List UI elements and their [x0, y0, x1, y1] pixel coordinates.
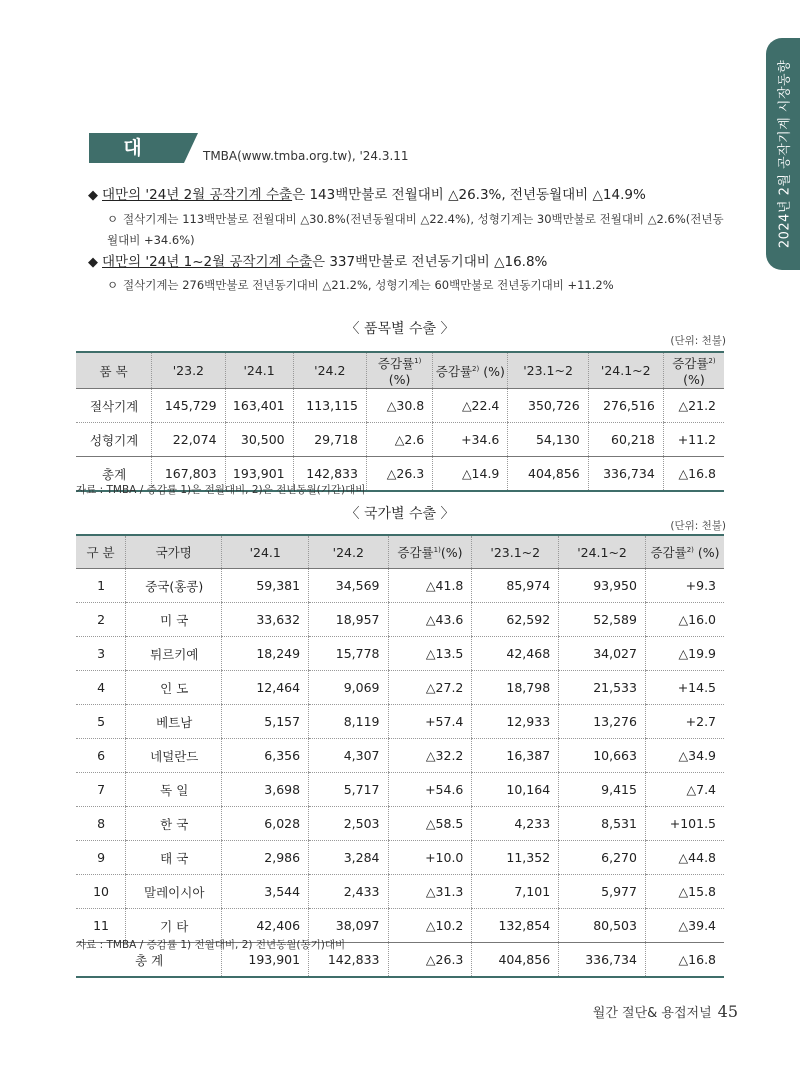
table-cell: +14.5 [645, 671, 724, 705]
table-cell: △2.6 [366, 423, 432, 457]
table-cell: △22.4 [433, 389, 508, 423]
table-cell: △39.4 [645, 909, 724, 943]
table-cell: △30.8 [366, 389, 432, 423]
table-cell: △16.8 [663, 457, 724, 492]
section-source: TMBA(www.tmba.org.tw), '24.3.11 [203, 149, 409, 163]
table-cell: 13,276 [559, 705, 646, 739]
table-cell: 총 계 [76, 943, 222, 978]
table-cell: 142,833 [293, 457, 366, 492]
column-header: 증감률$^{2)}$ (%) [645, 535, 724, 569]
table-cell: 중국(홍콩) [126, 569, 222, 603]
table-cell: +34.6 [433, 423, 508, 457]
country-export-table [76, 534, 724, 978]
column-header: 증감률$^{2)}$ (%) [663, 352, 724, 389]
table-cell: 베트남 [126, 705, 222, 739]
table-cell: 132,854 [472, 909, 559, 943]
table-cell: 4,307 [309, 739, 388, 773]
table-cell: +10.0 [388, 841, 472, 875]
table-cell: 4 [76, 671, 126, 705]
table1-unit: (단위: 천불) [670, 335, 726, 347]
table-cell: 142,833 [309, 943, 388, 978]
table-cell: 33,632 [222, 603, 309, 637]
table-cell: 163,401 [225, 389, 293, 423]
magazine-name: 월간 절단& 용접저널 [592, 1006, 712, 1021]
table-cell: 7 [76, 773, 126, 807]
table-cell: 21,533 [559, 671, 646, 705]
table-cell: △7.4 [645, 773, 724, 807]
table-row [76, 739, 724, 773]
circle-bullet-icon: ㅇ [107, 278, 119, 292]
table-cell: 8,119 [309, 705, 388, 739]
table-cell: 5 [76, 705, 126, 739]
table-cell: 5,717 [309, 773, 388, 807]
table-cell: 2,503 [309, 807, 388, 841]
table-cell: 3 [76, 637, 126, 671]
table-row [76, 807, 724, 841]
table-cell: 10,663 [559, 739, 646, 773]
table-cell: 350,726 [508, 389, 588, 423]
table-cell: 총계 [76, 457, 152, 492]
table-cell: 6,356 [222, 739, 309, 773]
table-cell: 6,028 [222, 807, 309, 841]
table-cell: 튀르키예 [126, 637, 222, 671]
table-cell: 8,531 [559, 807, 646, 841]
table-cell: 7,101 [472, 875, 559, 909]
table-cell: 2,986 [222, 841, 309, 875]
product-export-table [76, 351, 724, 492]
table-cell: 2 [76, 603, 126, 637]
table-cell: 2,433 [309, 875, 388, 909]
table-cell: 네덜란드 [126, 739, 222, 773]
table1-caption: 〈 품목별 수출 〉 [345, 321, 455, 337]
table-cell: 42,468 [472, 637, 559, 671]
table-cell: △44.8 [645, 841, 724, 875]
column-header: '24.2 [309, 535, 388, 569]
table-cell: 59,381 [222, 569, 309, 603]
table-cell: △13.5 [388, 637, 472, 671]
table2-caption: 〈 국가별 수출 〉 [345, 506, 455, 522]
table-cell: 9 [76, 841, 126, 875]
table-cell: 10,164 [472, 773, 559, 807]
table-cell: 34,027 [559, 637, 646, 671]
table-cell: 6 [76, 739, 126, 773]
circle-bullet-icon: ㅇ [107, 212, 119, 226]
table-cell: 성형기계 [76, 423, 152, 457]
table-row [76, 773, 724, 807]
table-cell: 한 국 [126, 807, 222, 841]
table-row [76, 671, 724, 705]
bullet-2-text: 은 337백만불로 전년동기대비 △16.8% [312, 254, 548, 270]
table-cell: △43.6 [388, 603, 472, 637]
table-row [76, 423, 724, 457]
table2-note: 자료 : TMBA / 증감률 1) 전월대비, 2) 전년동월(동기)대비 [76, 939, 346, 951]
title-decoration [184, 133, 198, 163]
table-cell: 18,249 [222, 637, 309, 671]
table-cell: 12,464 [222, 671, 309, 705]
table-cell: 336,734 [559, 943, 646, 978]
column-header: 증감률$^{1)}$(%) [388, 535, 472, 569]
table-cell: 5,157 [222, 705, 309, 739]
table-cell: +57.4 [388, 705, 472, 739]
page-footer [593, 1002, 738, 1021]
table2-unit: (단위: 천불) [670, 520, 726, 532]
diamond-bullet-icon: ◆ [88, 188, 98, 203]
table-cell: 1 [76, 569, 126, 603]
table-cell: △14.9 [433, 457, 508, 492]
column-header: 구 분 [76, 535, 126, 569]
table-cell: △26.3 [366, 457, 432, 492]
table-cell: +9.3 [645, 569, 724, 603]
page-number: 45 [717, 1002, 738, 1021]
table-cell: 3,698 [222, 773, 309, 807]
table-row [76, 637, 724, 671]
column-header: 증감률$^{2)}$ (%) [433, 352, 508, 389]
table-cell: 9,069 [309, 671, 388, 705]
column-header: 국가명 [126, 535, 222, 569]
table-cell: 193,901 [222, 943, 309, 978]
side-tab-label: 2024년 2월 공작기계 시장동향 [777, 59, 793, 249]
column-header: 증감률$^{1)}$ (%) [366, 352, 432, 389]
table-cell: 30,500 [225, 423, 293, 457]
table-cell: △10.2 [388, 909, 472, 943]
table-cell: 인 도 [126, 671, 222, 705]
bullet-2-sub [107, 275, 727, 296]
table-cell: 54,130 [508, 423, 588, 457]
column-header: '24.1~2 [588, 352, 663, 389]
column-header: 품 목 [76, 352, 152, 389]
table-cell: △31.3 [388, 875, 472, 909]
table-cell: △16.8 [645, 943, 724, 978]
table-cell: 태 국 [126, 841, 222, 875]
table-cell: 404,856 [472, 943, 559, 978]
column-header: '23.2 [152, 352, 225, 389]
table-cell: 52,589 [559, 603, 646, 637]
table-cell: 29,718 [293, 423, 366, 457]
table-cell: 9,415 [559, 773, 646, 807]
table-cell: 145,729 [152, 389, 225, 423]
table-cell: 62,592 [472, 603, 559, 637]
table-cell: 22,074 [152, 423, 225, 457]
table-cell: 5,977 [559, 875, 646, 909]
table-cell: △26.3 [388, 943, 472, 978]
table-cell: 60,218 [588, 423, 663, 457]
diamond-bullet-icon: ◆ [88, 255, 98, 270]
table-cell: △21.2 [663, 389, 724, 423]
table-cell: △16.0 [645, 603, 724, 637]
table-cell: 38,097 [309, 909, 388, 943]
table-row [76, 705, 724, 739]
table-cell: 11,352 [472, 841, 559, 875]
table-row [76, 389, 724, 423]
column-header: '24.2 [293, 352, 366, 389]
bullet-1-sub [107, 209, 727, 251]
table-cell: 113,115 [293, 389, 366, 423]
side-section-tab [766, 38, 800, 270]
table-cell: 42,406 [222, 909, 309, 943]
table-cell: 404,856 [508, 457, 588, 492]
table-cell: 11 [76, 909, 126, 943]
table-cell: 80,503 [559, 909, 646, 943]
table-cell: △34.9 [645, 739, 724, 773]
section-title: 대 만 [89, 133, 184, 163]
table-cell: 18,798 [472, 671, 559, 705]
table-cell: △15.8 [645, 875, 724, 909]
table-cell: 85,974 [472, 569, 559, 603]
table-cell: 독 일 [126, 773, 222, 807]
table-cell: △19.9 [645, 637, 724, 671]
table-row [76, 569, 724, 603]
table-cell: +2.7 [645, 705, 724, 739]
column-header: '23.1~2 [508, 352, 588, 389]
table-cell: 3,544 [222, 875, 309, 909]
bullet-2-sub-text: 절삭기계는 276백만불로 전년동기대비 △21.2%, 성형기계는 60백만불로 전년동기대비 +11.2% [123, 278, 614, 292]
column-header: '24.1 [225, 352, 293, 389]
table-cell: 4,233 [472, 807, 559, 841]
table-cell: △41.8 [388, 569, 472, 603]
table-cell: △32.2 [388, 739, 472, 773]
bullet-1 [88, 183, 646, 203]
table1-note: 자료 : TMBA / 증감률 1)은 전월대비, 2)은 전년동월(기간)대비 [76, 484, 366, 496]
table-cell: 3,284 [309, 841, 388, 875]
table-cell: +101.5 [645, 807, 724, 841]
bullet-2 [88, 250, 547, 270]
bullet-1-underlined: 대만의 '24년 2월 공작기계 수출 [102, 187, 293, 203]
column-header: '24.1 [222, 535, 309, 569]
table-cell: 34,569 [309, 569, 388, 603]
table-cell: 10 [76, 875, 126, 909]
table-cell: 336,734 [588, 457, 663, 492]
column-header: '24.1~2 [559, 535, 646, 569]
table-cell: 16,387 [472, 739, 559, 773]
table-cell: 12,933 [472, 705, 559, 739]
table-cell: 절삭기계 [76, 389, 152, 423]
table-cell: 18,957 [309, 603, 388, 637]
table-cell: 말레이시아 [126, 875, 222, 909]
table-cell: △27.2 [388, 671, 472, 705]
table-row [76, 841, 724, 875]
table-cell: 6,270 [559, 841, 646, 875]
table-cell: +11.2 [663, 423, 724, 457]
table-cell: 93,950 [559, 569, 646, 603]
bullet-1-text: 은 143백만불로 전월대비 △26.3%, 전년동월대비 △14.9% [292, 187, 646, 203]
bullet-1-sub-text: 절삭기계는 113백만불로 전월대비 △30.8%(전년동월대비 △22.4%), 성형기계는 30백만불로 전월대비 △2.6%(전년동월대비 +34.6%) [107, 212, 724, 247]
table-cell: +54.6 [388, 773, 472, 807]
table-row [76, 603, 724, 637]
table-cell: △58.5 [388, 807, 472, 841]
table-row [76, 875, 724, 909]
table-cell: 167,803 [152, 457, 225, 492]
table-cell: 8 [76, 807, 126, 841]
table-cell: 193,901 [225, 457, 293, 492]
table-cell: 276,516 [588, 389, 663, 423]
table-cell: 기 타 [126, 909, 222, 943]
table-cell: 15,778 [309, 637, 388, 671]
table-cell: 미 국 [126, 603, 222, 637]
bullet-2-underlined: 대만의 '24년 1~2월 공작기계 수출 [102, 254, 312, 270]
column-header: '23.1~2 [472, 535, 559, 569]
